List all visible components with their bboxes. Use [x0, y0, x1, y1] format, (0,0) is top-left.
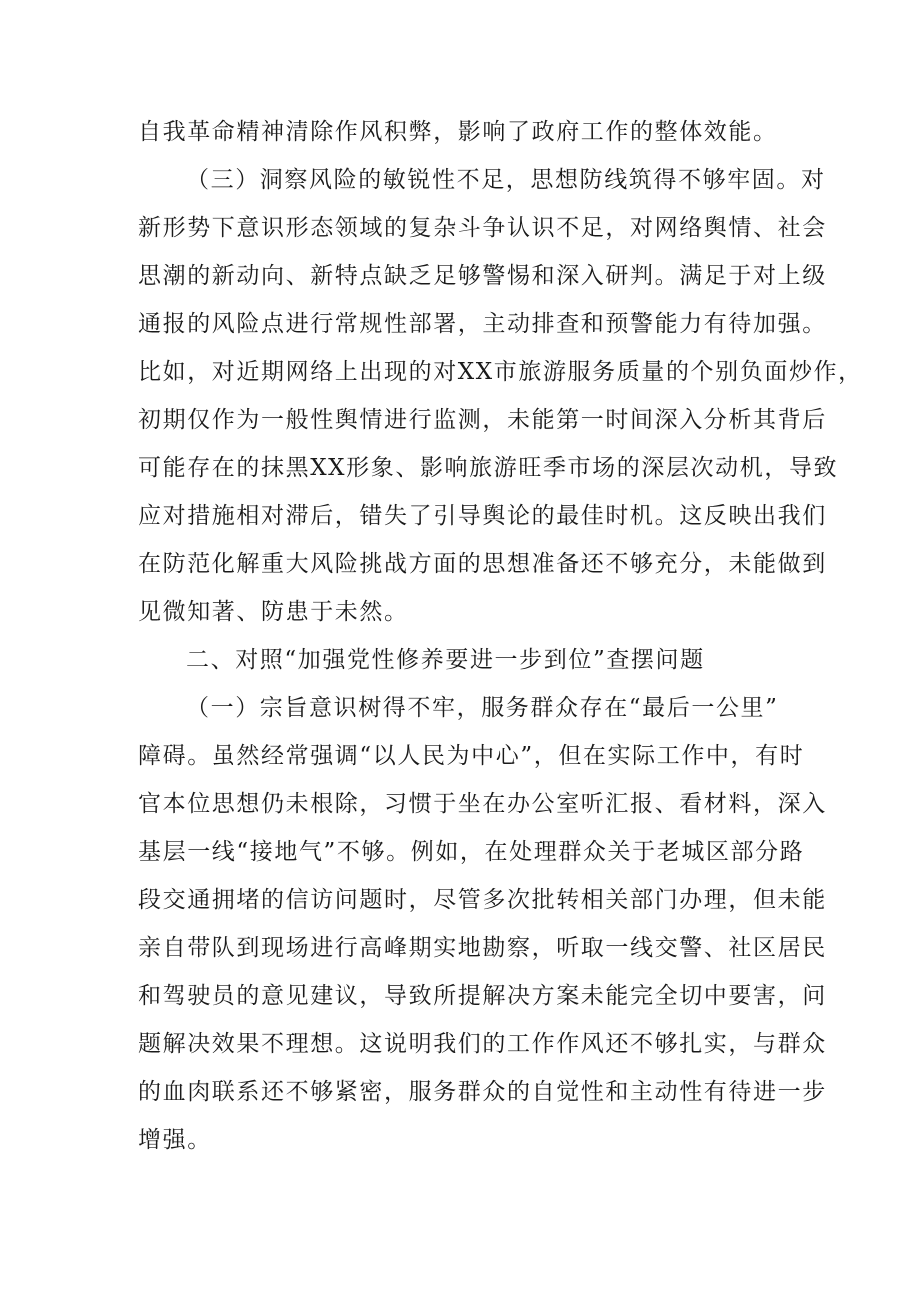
text-line: 初期仅作为一般性舆情进行监测，未能第一时间深入分析其背后 [138, 407, 827, 433]
text-line: 的血肉联系还不够紧密，服务群众的自觉性和主动性有待进一步 [138, 1079, 827, 1105]
text-line: （一）宗旨意识树得不牢，服务群众存在“最后一公里” [186, 695, 779, 721]
text-line: （三）洞察风险的敏锐性不足，思想防线筑得不够牢固。对 [186, 167, 826, 193]
text-line: 亲自带队到现场进行高峰期实地勘察，听取一线交警、社区居民 [138, 935, 827, 961]
text-line: 和驾驶员的意见建议，导致所提解决方案未能完全切中要害，问 [138, 983, 827, 1009]
text-line: 段交通拥堵的信访问题时，尽管多次批转相关部门办理，但未能 [138, 887, 827, 913]
text-line: 基层一线“接地气”不够。例如，在处理群众关于老城区部分路 [138, 839, 805, 865]
text-line: 应对措施相对滞后，错失了引导舆论的最佳时机。这反映出我们 [138, 503, 827, 529]
text-line: 自我革命精神清除作风积弊，影响了政府工作的整体效能。 [138, 119, 778, 145]
text-line: 在防范化解重大风险挑战方面的思想准备还不够充分，未能做到 [138, 551, 827, 577]
text-line: 见微知著、防患于未然。 [138, 599, 409, 625]
text-line: 题解决效果不理想。这说明我们的工作作风还不够扎实，与群众 [138, 1031, 827, 1057]
document-page [138, 108, 863, 1164]
text-line: 思潮的新动向、新特点缺乏足够警惕和深入研判。满足于对上级 [138, 263, 827, 289]
section-heading [138, 636, 788, 684]
paragraph-continuation [138, 108, 788, 156]
text-line: 官本位思想仍未根除，习惯于坐在办公室听汇报、看材料，深入 [138, 791, 827, 817]
text-line: 增强。 [138, 1127, 212, 1153]
text-line: 比如，对近期网络上出现的对XX市旅游服务质量的个别负面炒作， [138, 359, 863, 385]
heading-line: 二、对照“加强党性修养要进一步到位”查摆问题 [186, 647, 705, 673]
paragraph-risk-awareness [138, 156, 863, 636]
text-line: 障碍。虽然经常强调“以人民为中心”，但在实际工作中，有时 [138, 743, 805, 769]
paragraph-purpose-awareness [138, 684, 827, 1164]
text-line: 通报的风险点进行常规性部署，主动排查和预警能力有待加强。 [138, 311, 827, 337]
text-line: 可能存在的抹黑XX形象、影响旅游旺季市场的深层次动机，导致 [138, 455, 839, 481]
text-line: 新形势下意识形态领域的复杂斗争认识不足，对网络舆情、社会 [138, 215, 827, 241]
